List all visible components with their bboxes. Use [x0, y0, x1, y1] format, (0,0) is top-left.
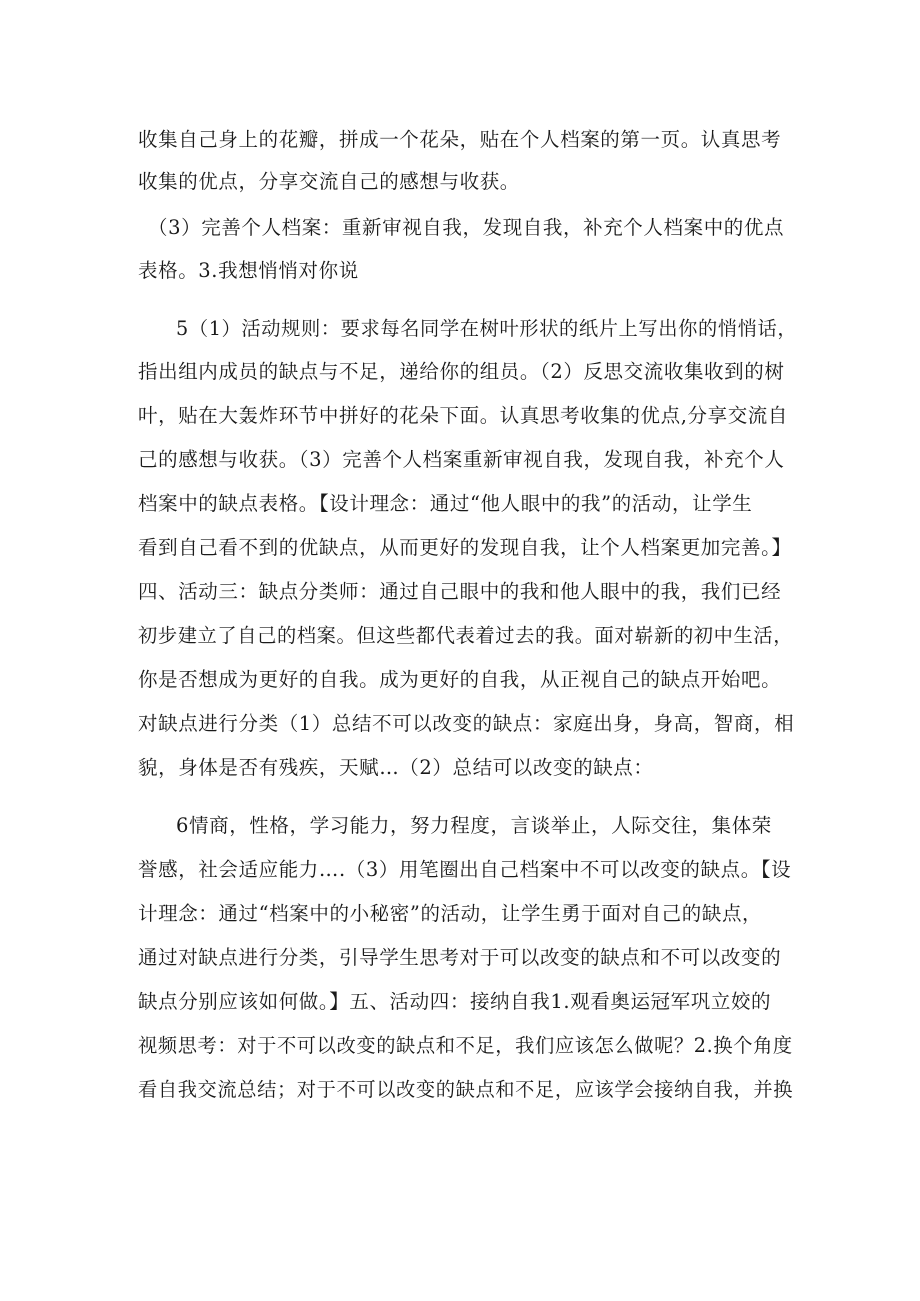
text-line: 档案中的缺点表格。【设计理念：通过“他人眼中的我”的活动，让学生 [138, 492, 753, 515]
text-line: 6情商，性格，学习能力，努力程度，言谈举止，人际交往，集体荣 [176, 814, 772, 837]
text-line: 对缺点进行分类（1）总结不可以改变的缺点：家庭出身，身高，智商，相 [138, 712, 795, 735]
text-line: 表格。3.我想悄悄对你说 [138, 259, 359, 282]
text-line: 四、活动三：缺点分类师：通过自己眼中的我和他人眼中的我，我们已经 [138, 580, 782, 603]
text-line: 叶，贴在大轰炸环节中拼好的花朵下面。认真思考收集的优点,分享交流自 [138, 404, 788, 427]
text-line: 看到自己看不到的优缺点，从而更好的发现自我，让个人档案更加完善。】 [138, 536, 792, 559]
text-line: 通过对缺点进行分类，引导学生思考对于可以改变的缺点和不可以改变的 [138, 946, 782, 969]
text-line: 计理念：通过“档案中的小秘密”的活动，让学生勇于面对自己的缺点， [138, 902, 763, 925]
text-line: 指出组内成员的缺点与不足，递给你的组员。（2）反思交流收集收到的树 [138, 360, 785, 383]
text-line: （3）完善个人档案：重新审视自我，发现自我，补充个人档案中的优点 [148, 216, 785, 239]
text-line: 誉感，社会适应能力….（3）用笔圈出自己档案中不可以改变的缺点。【设 [138, 858, 792, 881]
text-line: 5（1）活动规则：要求每名同学在树叶形状的纸片上写出你的悄悄话， [176, 317, 798, 340]
text-line: 收集自己身上的花瓣，拼成一个花朵，贴在个人档案的第一页。认真思考 [138, 128, 782, 151]
text-line: 看自我交流总结；对于不可以改变的缺点和不足，应该学会接纳自我，并换 [138, 1078, 794, 1101]
text-line: 己的感想与收获。（3）完善个人档案重新审视自我，发现自我，补充个人 [138, 448, 785, 471]
text-line: 视频思考：对于不可以改变的缺点和不足，我们应该怎么做呢？2.换个角度 [138, 1034, 793, 1057]
text-line: 初步建立了自己的档案。但这些都代表着过去的我。面对崭新的初中生活， [138, 624, 794, 647]
text-line: 你是否想成为更好的自我。成为更好的自我，从正视自己的缺点开始吧。 [138, 668, 782, 691]
text-line: 貌，身体是否有残疾，天赋…（2）总结可以改变的缺点： [138, 756, 654, 779]
text-line: 缺点分别应该如何做。】五、活动四：接纳自我1.观看奥运冠军巩立姣的 [138, 990, 772, 1013]
text-line: 收集的优点，分享交流自己的感想与收获。 [138, 170, 520, 193]
